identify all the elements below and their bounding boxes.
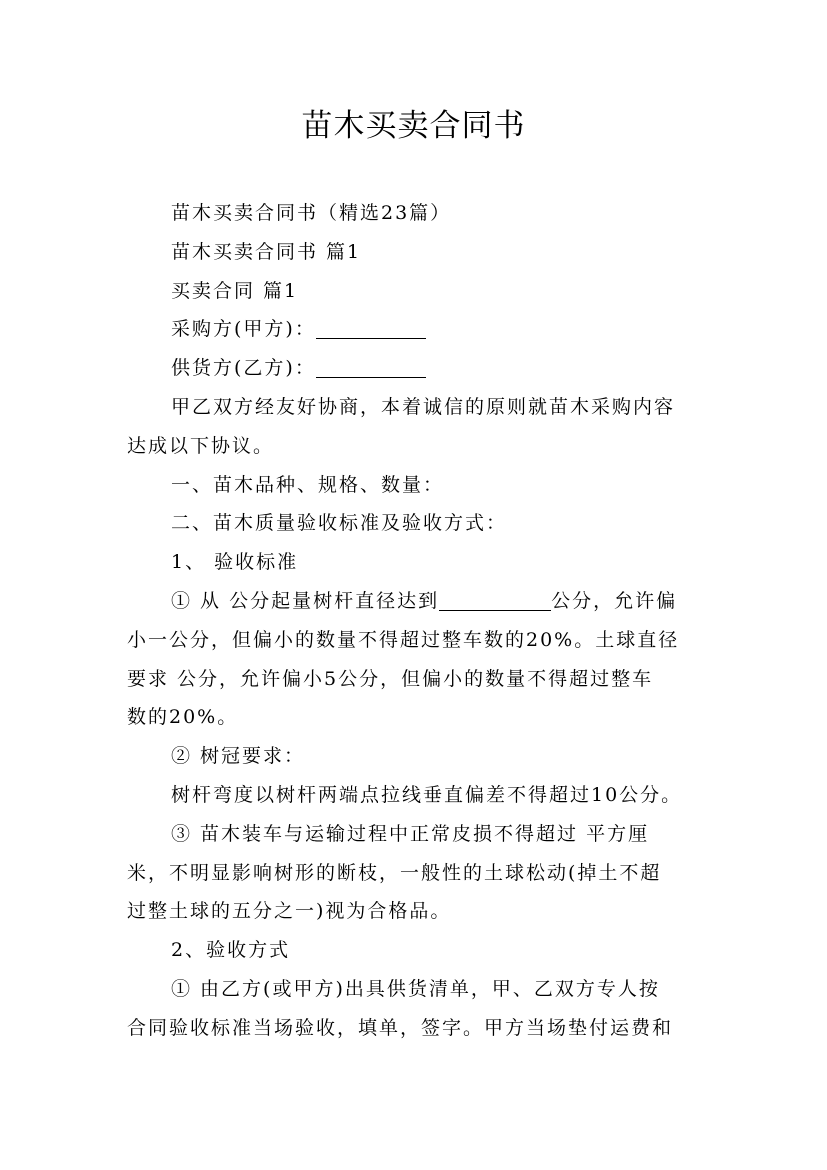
paragraph-line: 合同验收标准当场验收，填单，签字。甲方当场垫付运费和 [127, 1016, 674, 1039]
paragraph-line: 数的20%。 [127, 706, 239, 729]
paragraph-line: ③ 苗木装车与运输过程中正常皮损不得超过 平方厘 [171, 822, 650, 845]
paragraph-line: 达成以下协议。 [127, 434, 275, 457]
paragraph-line: 苗木买卖合同书（精选23篇） [171, 202, 452, 224]
paragraph-line: 买卖合同 篇1 [171, 279, 299, 302]
supplier-line [127, 349, 707, 388]
document-title: 苗木买卖合同书 [301, 108, 526, 144]
paragraph-line: 过整土球的五分之一)视为合格品。 [127, 900, 452, 923]
subsection-heading: 1、 验收标准 [171, 551, 299, 574]
paragraph-line: 苗木买卖合同书 篇1 [171, 240, 362, 263]
buyer-line [127, 310, 707, 349]
supplier-blank [316, 355, 426, 378]
supplier-label: 供货方(乙方)： [171, 357, 316, 380]
subsection-heading: 2、验收方式 [171, 939, 291, 962]
paragraph-line: 甲乙双方经友好协商，本着诚信的原则就苗木采购内容 [171, 395, 676, 418]
section-heading: 二、苗木质量验收标准及验收方式： [171, 512, 508, 535]
paragraph-line: 小一公分，但偏小的数量不得超过整车数的20%。土球直径 [127, 628, 680, 651]
buyer-blank [316, 316, 426, 339]
paragraph-line: 米，不明显影响树形的断枝，一般性的土球松动(掉土不超 [127, 861, 662, 884]
diameter-line [127, 582, 707, 621]
paragraph-line: ② 树冠要求： [171, 745, 306, 768]
diameter-blank [439, 588, 551, 611]
diameter-text-b: 公分，允许偏 [551, 589, 678, 612]
buyer-label: 采购方(甲方)： [171, 318, 316, 341]
section-heading: 一、苗木品种、规格、数量： [171, 473, 445, 496]
paragraph-line: ① 由乙方(或甲方)出具供货清单，甲、乙双方专人按 [171, 977, 660, 1000]
paragraph-line: 要求 公分，允许偏小5公分，但偏小的数量不得超过整车 [127, 667, 654, 690]
diameter-text-a: ① 从 公分起量树杆直径达到 [171, 589, 440, 612]
document-body [127, 194, 707, 1048]
paragraph-line: 树杆弯度以树杆两端点拉线垂直偏差不得超过10公分。 [171, 783, 683, 806]
